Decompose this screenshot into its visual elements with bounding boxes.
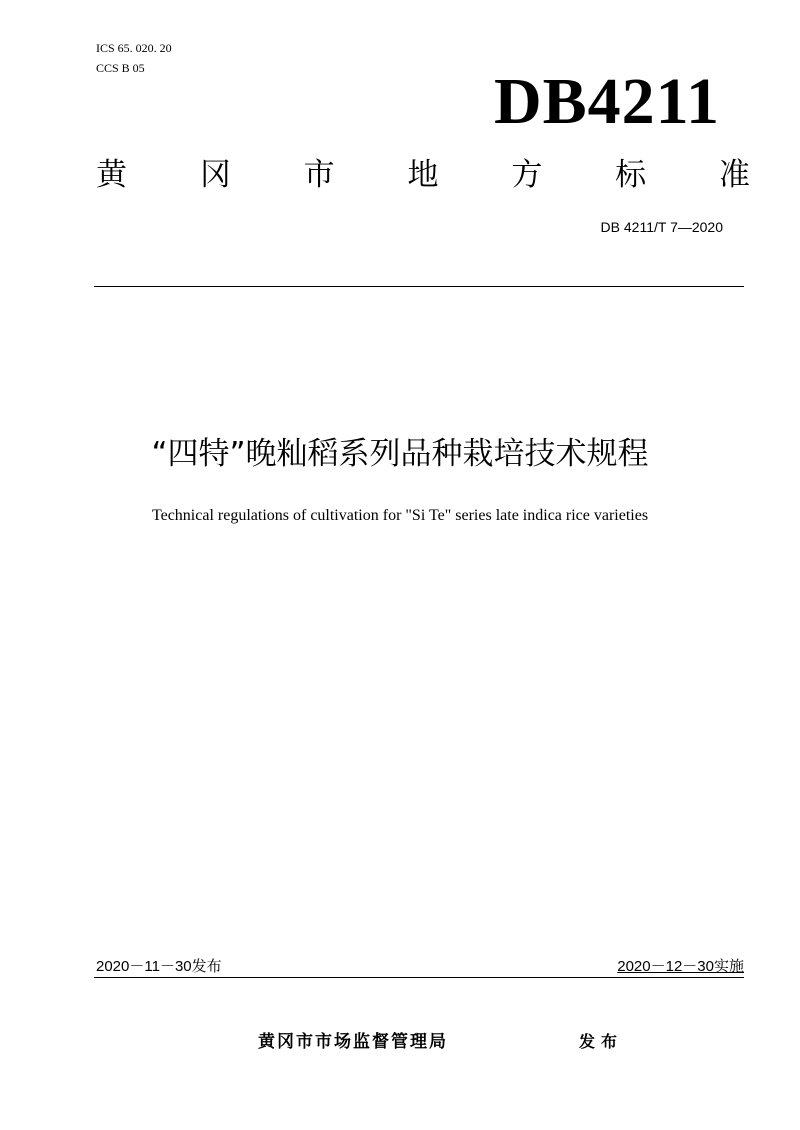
issuing-authority-suffix: 发布 — [579, 1032, 624, 1051]
title-english: Technical regulations of cultivation for "Si Te" series late indica rice varieties — [151, 507, 649, 524]
issuing-authority: 黄冈市市场监督管理局 — [258, 1032, 448, 1052]
doc-type-char: 标 — [615, 157, 647, 193]
doc-type-char: 黄 — [96, 157, 127, 193]
implementation-date-label: 实施 — [713, 957, 744, 975]
doc-type-char: 方 — [511, 157, 543, 193]
doc-type-char: 地 — [407, 157, 439, 193]
issue-date-label: 发布 — [191, 957, 222, 975]
top-divider — [94, 286, 744, 287]
standard-number: DB 4211/T 7—2020 — [600, 219, 723, 235]
implementation-date — [617, 956, 744, 977]
issue-date — [96, 956, 222, 977]
ccs-code: CCS B 05 — [96, 61, 145, 75]
standard-code-logo: DB4211 — [493, 65, 720, 138]
issue-date-value: 2020－11－30 — [96, 958, 192, 975]
implementation-date-value: 2020－12－30 — [617, 958, 714, 975]
bottom-divider — [94, 977, 744, 978]
doc-type-char: 冈 — [199, 157, 231, 193]
ics-code: ICS 65. 020. 20 — [96, 41, 172, 55]
document-type-heading — [96, 152, 750, 198]
title-chinese: “四特”晚籼稻系列品种栽培技术规程 — [151, 436, 649, 472]
doc-type-char: 市 — [303, 157, 335, 193]
doc-type-char: 准 — [718, 157, 750, 193]
